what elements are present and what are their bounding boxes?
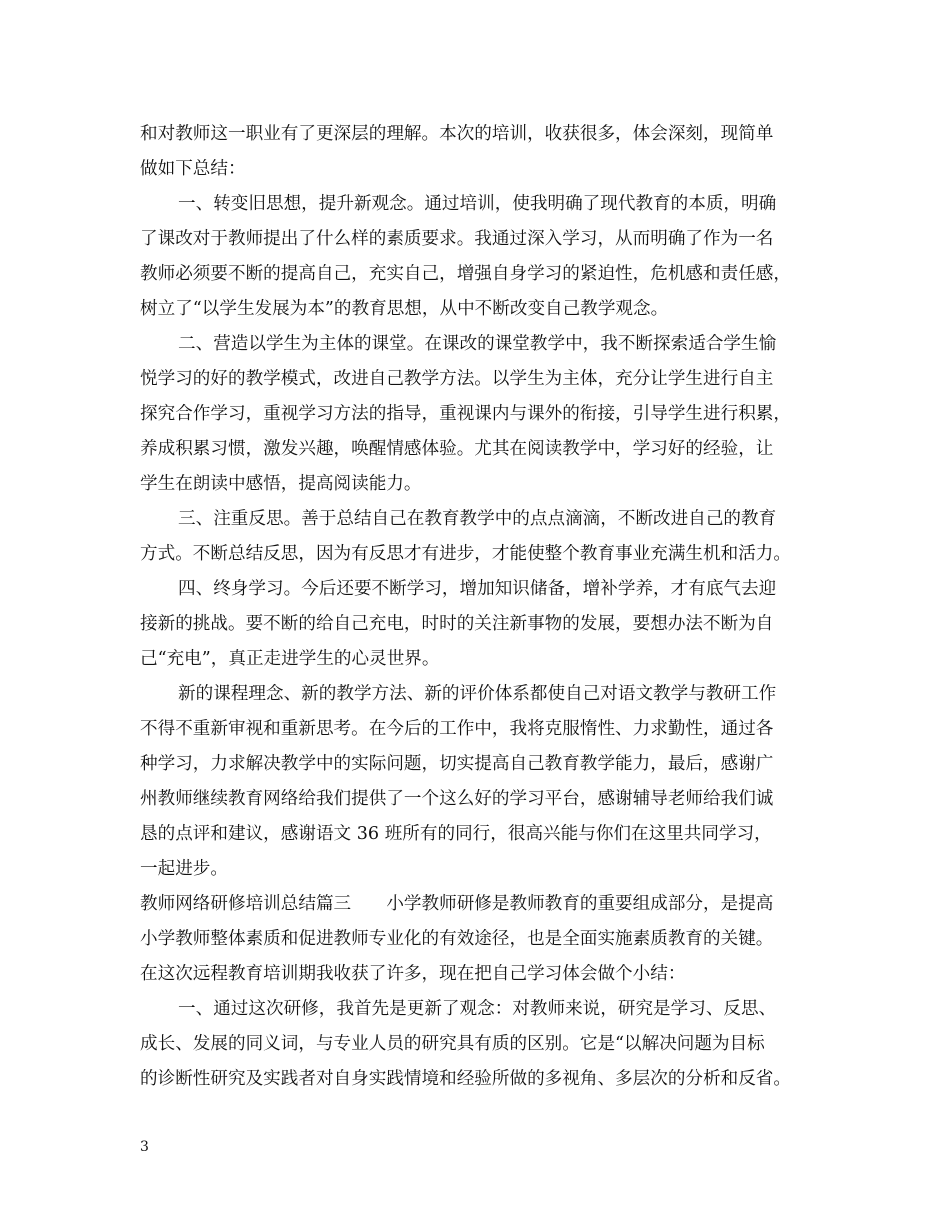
text-line: 和对教师这一职业有了更深层的理解。本次的培训，收获很多，体会深刻，现简单: [140, 124, 774, 144]
section-heading-line: 二、营造以学生为主体的课堂。在课改的课堂教学中，我不断探索适合学生愉: [178, 334, 777, 354]
text-line: 学生在朗读中感悟，提高阅读能力。: [140, 474, 422, 494]
text-line: 小学教师整体素质和促进教师专业化的有效途径，也是全面实施素质教育的关键。: [140, 929, 774, 949]
text-line: 了课改对于教师提出了什么样的素质要求。我通过深入学习，从而明确了作为一名: [140, 229, 774, 249]
text-line: 方式。不断总结反思，因为有反思才有进步，才能使整个教育事业充满生机和活力。: [140, 544, 791, 564]
document-body: [140, 117, 816, 1097]
paragraph-start-line: 新的课程理念、新的教学方法、新的评价体系都使自己对语文教学与教研工作: [178, 684, 777, 704]
text-line: 探究合作学习，重视学习方法的指导，重视课内与课外的衔接，引导学生进行积累，: [140, 404, 791, 424]
section-heading-line: 一、通过这次研修，我首先是更新了观念：对教师来说，研究是学习、反思、: [178, 999, 777, 1019]
text-line: 成长、发展的同义词，与专业人员的研究具有质的区别。它是“以解决问题为目标: [140, 1034, 765, 1054]
text-line: 不得不重新审视和重新思考。在今后的工作中，我将克服惰性、力求勤性，通过各: [140, 719, 774, 739]
text-line: 树立了“以学生发展为本”的教育思想，从中不断改变自己教学观念。: [140, 299, 669, 319]
text-line: 种学习，力求解决教学中的实际问题，切实提高自己教育教学能力，最后，感谢广: [140, 754, 774, 774]
text-line: 州教师继续教育网络给我们提供了一个这么好的学习平台，感谢辅导老师给我们诚: [140, 789, 774, 809]
text-line: 一起进步。: [140, 859, 228, 879]
text-line: 教师必须要不断的提高自己，充实自己，增强自身学习的紧迫性，危机感和责任感，: [140, 264, 791, 284]
text-line: 己“充电”，真正走进学生的心灵世界。: [140, 649, 440, 669]
section-heading-line: 三、注重反思。善于总结自己在教育教学中的点点滴滴，不断改进自己的教育: [178, 509, 777, 529]
text-line: 悦学习的好的教学模式，改进自己教学方法。以学生为主体，充分让学生进行自主: [140, 369, 774, 389]
article-title-line: 教师网络研修培训总结篇三 小学教师研修是教师教育的重要组成部分，是提高: [140, 894, 774, 914]
text-line: 的诊断性研究及实践者对自身实践情境和经验所做的多视角、多层次的分析和反省。: [140, 1069, 791, 1089]
text-line: 恳的点评和建议，感谢语文 36 班所有的同行，很高兴能与你们在这里共同学习，: [140, 824, 772, 844]
section-heading-line: 四、终身学习。今后还要不断学习，增加知识储备，增补学养，才有底气去迎: [178, 579, 777, 599]
text-line: 做如下总结：: [140, 159, 246, 179]
section-heading-line: 一、转变旧思想，提升新观念。通过培训，使我明确了现代教育的本质，明确: [178, 194, 777, 214]
text-line: 养成积累习惯，激发兴趣，唤醒情感体验。尤其在阅读教学中，学习好的经验，让: [140, 439, 774, 459]
page-number: 3: [140, 1139, 149, 1155]
text-line: 接新的挑战。要不断的给自己充电，时时的关注新事物的发展，要想办法不断为自: [140, 614, 774, 634]
text-line: 在这次远程教育培训期我收获了许多，现在把自己学习体会做个小结：: [140, 964, 686, 984]
